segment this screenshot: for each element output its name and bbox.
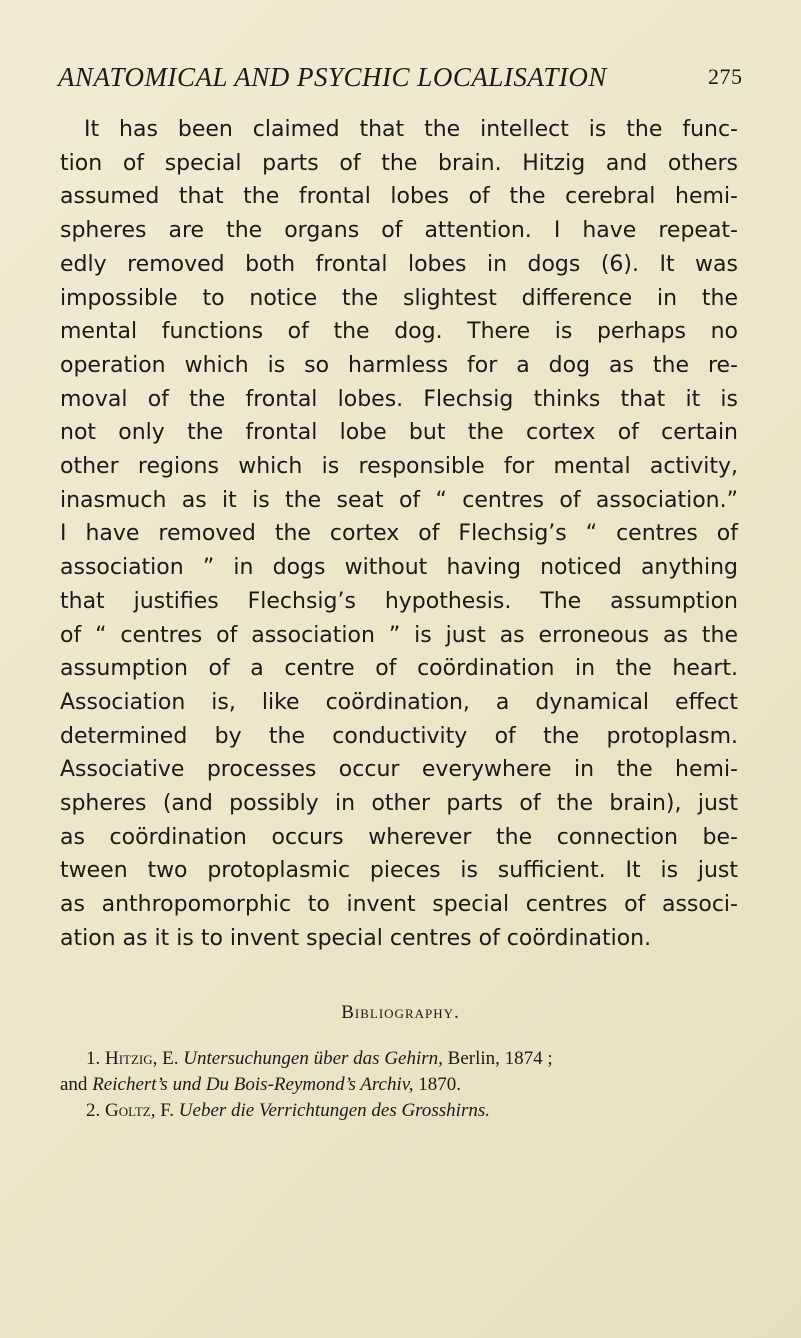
text-line: that justifies Flechsig’s hypothesis. The assumption (60, 588, 738, 614)
running-header (58, 62, 758, 93)
header-title: ANATOMICAL AND PSYCHIC LOCALISATION (58, 62, 607, 92)
text-line: Association is, like coördination, a dynamical effect (60, 689, 738, 715)
text-line: ation as it is to invent special centres of coördination. (60, 925, 652, 951)
text-line: as coördination occurs wherever the connection be- (60, 824, 738, 850)
text-line: not only the frontal lobe but the cortex of certain (60, 420, 738, 446)
text-line: other regions which is responsible for mental activity, (60, 454, 738, 480)
text-line: as anthropomorphic to invent special centres of associ- (60, 892, 738, 918)
entry-author: Hitzig, E. (105, 1048, 179, 1069)
entry-title: Ueber die Verrichtungen des Grosshirns. (178, 1100, 490, 1121)
bibliography-entry (60, 1098, 740, 1124)
body-paragraph (60, 113, 738, 956)
text-line: operation which is so harmless for a dog as the re- (60, 352, 738, 378)
text-line: impossible to notice the slightest difference in the (60, 285, 738, 311)
text-line: edly removed both frontal lobes in dogs (6). It was (60, 251, 738, 277)
text-line: tion of special parts of the brain. Hitzig and others (60, 150, 738, 176)
entry-details: Berlin, 1874 ; (447, 1048, 553, 1069)
text-line: association ” in dogs without having noticed anything (60, 555, 738, 581)
text-line: mental functions of the dog. There is perhaps no (60, 319, 738, 345)
text-line: assumed that the frontal lobes of the cerebral hemi- (60, 184, 738, 210)
entry-title: Untersuchungen über das Gehirn, (183, 1048, 443, 1069)
bibliography-heading: Bibliography. (341, 1002, 460, 1023)
page-number: 275 (708, 64, 743, 89)
entry-cont-title: Reichert’s und Du Bois-Reymond’s Archiv, (92, 1074, 414, 1095)
text-line: determined by the conductivity of the protoplasm. (60, 723, 738, 749)
entry-number: 2. (86, 1100, 101, 1121)
bibliography-list (60, 1046, 740, 1124)
bibliography-entry (60, 1046, 740, 1072)
text-line: spheres (and possibly in other parts of the brain), just (60, 791, 738, 817)
entry-cont-prefix: and (60, 1074, 88, 1095)
bibliography-entry-continuation (60, 1072, 740, 1098)
text-line: It has been claimed that the intellect is the func- (84, 117, 738, 142)
text-line: moval of the frontal lobes. Flechsig thinks that it is (60, 386, 738, 412)
text-line: Associative processes occur everywhere in the hemi- (60, 757, 738, 783)
text-line: inasmuch as it is the seat of “ centres of association.” (60, 487, 738, 513)
entry-author: Goltz, F. (105, 1100, 175, 1121)
entry-cont-details: 1870. (418, 1074, 462, 1095)
text-line: spheres are the organs of attention. I have repeat- (60, 218, 738, 244)
text-line: tween two protoplasmic pieces is sufficient. It is just (60, 858, 738, 884)
entry-number: 1. (86, 1048, 101, 1069)
text-line: I have removed the cortex of Flechsig’s “ centres of (60, 521, 738, 547)
text-line: of “ centres of association ” is just as erroneous as the (60, 622, 738, 648)
text-line: assumption of a centre of coördination in the heart. (60, 656, 738, 682)
